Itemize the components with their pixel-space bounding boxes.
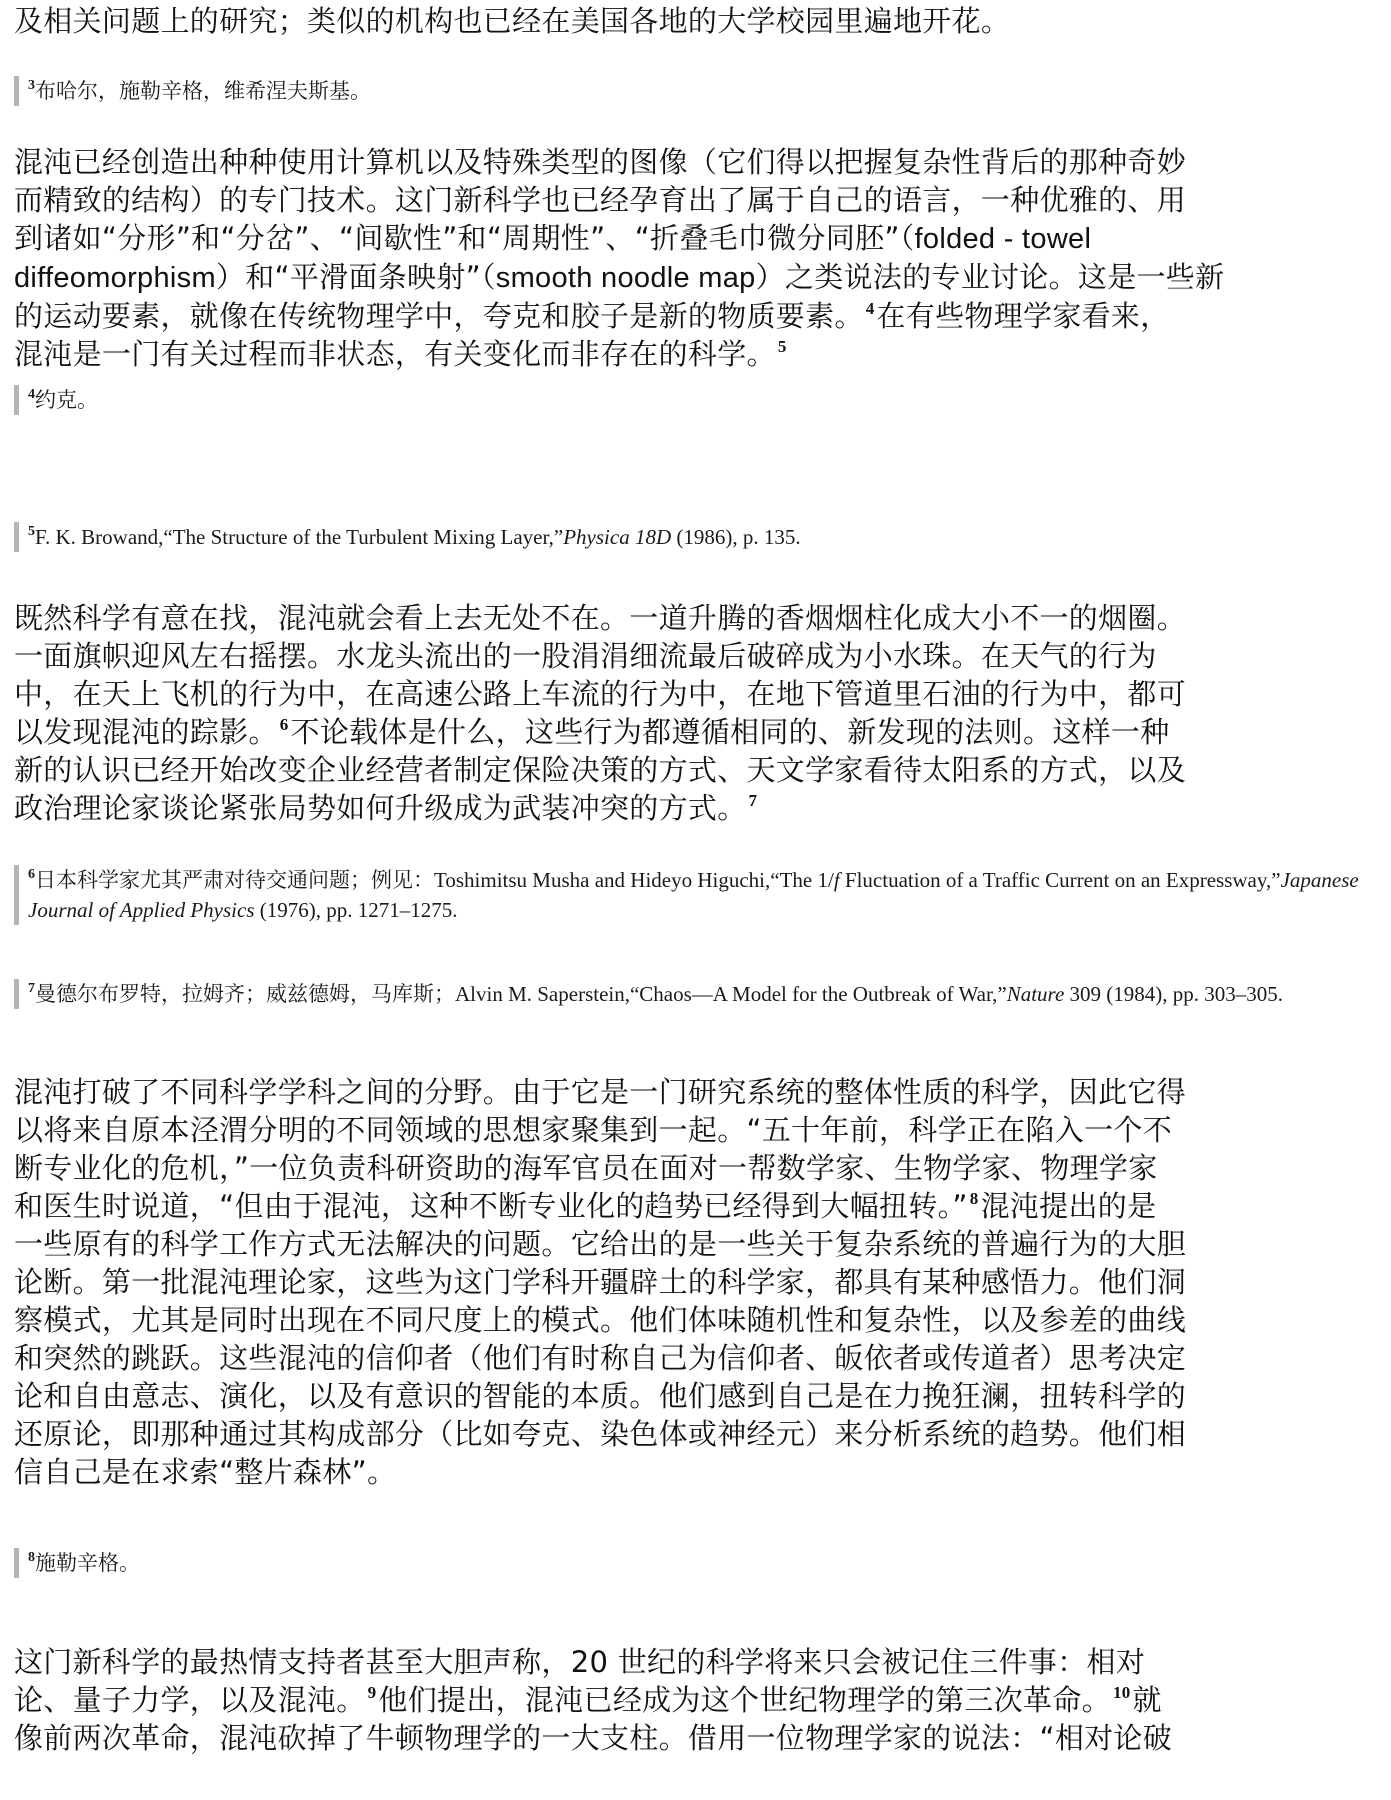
- footnote-text: (1986), p. 135.: [671, 525, 801, 549]
- text-line: 既然科学有意在找，混沌就会看上去无处不在。一道升腾的香烟烟柱化成大小不一的烟圈。: [14, 601, 1187, 635]
- footnote-ref[interactable]: 6: [279, 715, 289, 734]
- footnote-number: 5: [28, 524, 35, 539]
- text-span: ）和“平滑面条映射”（: [215, 260, 496, 294]
- text-line: 像前两次革命，混沌砍掉了牛顿物理学的一大支柱。借用一位物理学家的说法：“相对论破: [14, 1721, 1173, 1755]
- footnote-8: [14, 1548, 1368, 1578]
- footnote-ref[interactable]: 9: [367, 1683, 377, 1702]
- text-span: diffeomorphism: [14, 262, 216, 294]
- footnote-4: [14, 385, 1368, 415]
- text-line: 还原论，即那种通过其构成部分（比如夸克、染色体或神经元）来分析系统的趋势。他们相: [14, 1417, 1187, 1451]
- footnote-ref[interactable]: 4: [865, 299, 875, 318]
- text-span: 混沌提出的是: [980, 1189, 1157, 1223]
- paragraph: [14, 1073, 1386, 1491]
- text-line: [14, 297, 1386, 335]
- text-line: [14, 335, 1386, 373]
- footnote-ref[interactable]: 5: [777, 337, 787, 356]
- text-span: 就: [1132, 1683, 1162, 1717]
- text-line: [14, 1187, 1386, 1225]
- text-line: [14, 258, 1386, 297]
- footnote-ref[interactable]: 8: [969, 1189, 979, 1208]
- footnote-3: [14, 76, 1368, 106]
- footnote-text: 布哈尔，施勒辛格，维希涅夫斯基。: [35, 79, 371, 103]
- text-line: [14, 713, 1386, 751]
- text-line: 论和自由意志、演化，以及有意识的智能的本质。他们感到自己是在力挽狂澜，扭转科学的: [14, 1379, 1187, 1413]
- text-span: 的运动要素，就像在传统物理学中，夸克和胶子是新的物质要素。: [14, 299, 864, 333]
- text-line: [14, 789, 1386, 827]
- text-span: ）之类说法的专业讨论。这是一些新: [755, 260, 1225, 294]
- text-line: 信自己是在求索“整片森林”。: [14, 1455, 397, 1489]
- text-span: folded - towel: [914, 223, 1092, 255]
- footnote-ref[interactable]: 7: [748, 791, 758, 810]
- footnote-number: 3: [28, 78, 35, 93]
- journal-title: Japanese Journal of Applied Physics: [28, 868, 1359, 922]
- footnote-text: (1976), pp. 1271–1275.: [254, 898, 458, 922]
- footnote-7: [14, 979, 1338, 1009]
- footnote-text: 曼德尔布罗特，拉姆齐；威兹德姆，马库斯；Alvin M. Saperstein,“Chaos—A Model for the Outbreak of War,”: [35, 982, 1007, 1006]
- footnote-text: f: [833, 868, 840, 892]
- footnote-number: 8: [28, 1550, 35, 1565]
- text-span: 混沌是一门有关过程而非状态，有关变化而非存在的科学。: [14, 337, 776, 371]
- footnote-text: Fluctuation of a Traffic Current on an Expressway,”: [839, 868, 1281, 892]
- text-line: 混沌打破了不同科学学科之间的分野。由于它是一门研究系统的整体性质的科学，因此它得: [14, 1075, 1187, 1109]
- footnote-text: 约克。: [35, 388, 98, 412]
- text-span: 不论载体是什么，这些行为都遵循相同的、新发现的法则。这样一种: [290, 715, 1170, 749]
- text-line: 及相关问题上的研究；类似的机构也已经在美国各地的大学校园里遍地开花。: [14, 4, 1011, 38]
- journal-title: Physica 18D: [563, 525, 672, 549]
- text-line: 一面旗帜迎风左右摇摆。水龙头流出的一股涓涓细流最后破碎成为小水珠。在天气的行为: [14, 639, 1157, 673]
- footnote-ref[interactable]: 10: [1112, 1683, 1131, 1702]
- footnote-text: F. K. Browand,“The Structure of the Turbulent Mixing Layer,”: [35, 525, 564, 549]
- paragraph: [14, 143, 1386, 373]
- text-line: 而精致的结构）的专门技术。这门新科学也已经孕育出了属于自己的语言，一种优雅的、用: [14, 183, 1187, 217]
- text-span: 以发现混沌的踪影。: [14, 715, 278, 749]
- footnote-number: 4: [28, 387, 35, 402]
- text-line: 中，在天上飞机的行为中，在高速公路上车流的行为中，在地下管道里石油的行为中，都可: [14, 677, 1187, 711]
- text-line: 一些原有的科学工作方式无法解决的问题。它给出的是一些关于复杂系统的普遍行为的大胆: [14, 1227, 1187, 1261]
- paragraph: [14, 2, 1010, 40]
- footnote-text: 日本科学家尤其严肃对待交通问题；例见：Toshimitsu Musha and Hideyo Higuchi,“The 1/: [35, 868, 834, 892]
- paragraph: [14, 1643, 1386, 1757]
- text-line: 混沌已经创造出种种使用计算机以及特殊类型的图像（它们得以把握复杂性背后的那种奇妙: [14, 145, 1187, 179]
- footnote-number: 7: [28, 981, 35, 996]
- text-span: 在有些物理学家看来，: [876, 299, 1170, 333]
- text-span: 他们提出，混沌已经成为这个世纪物理学的第三次革命。: [378, 1683, 1111, 1717]
- footnote-number: 6: [28, 867, 35, 882]
- footnote-5: [14, 522, 1368, 552]
- footnote-text: 施勒辛格。: [35, 1551, 140, 1575]
- text-span: 到诸如“分形”和“分岔”、“间歇性”和“周期性”、“折叠毛巾微分同胚”（: [14, 221, 915, 255]
- paragraph: [14, 599, 1386, 827]
- text-line: 和突然的跳跃。这些混沌的信仰者（他们有时称自己为信仰者、皈依者或传道者）思考决定: [14, 1341, 1187, 1375]
- text-line: [14, 219, 1386, 258]
- journal-title: Nature: [1006, 982, 1065, 1006]
- text-line: 察模式，尤其是同时出现在不同尺度上的模式。他们体味随机性和复杂性，以及参差的曲线: [14, 1303, 1187, 1337]
- text-span: smooth noodle map: [495, 262, 756, 294]
- footnote-text: 309 (1984), pp. 303–305.: [1064, 982, 1284, 1006]
- text-line: 断专业化的危机，”一位负责科研资助的海军官员在面对一帮数学家、生物学家、物理学家: [14, 1151, 1158, 1185]
- text-span: 和医生时说道，“但由于混沌，这种不断专业化的趋势已经得到大幅扭转。”: [14, 1189, 968, 1223]
- footnote-6: [14, 865, 1378, 925]
- text-span: 论、量子力学，以及混沌。: [14, 1683, 366, 1717]
- text-line: [14, 1681, 1386, 1719]
- text-line: 这门新科学的最热情支持者甚至大胆声称，20 世纪的科学将来只会被记住三件事：相对: [14, 1645, 1146, 1679]
- text-span: 政治理论家谈论紧张局势如何升级成为武装冲突的方式。: [14, 791, 747, 825]
- text-line: 新的认识已经开始改变企业经营者制定保险决策的方式、天文学家看待太阳系的方式，以及: [14, 753, 1187, 787]
- text-line: 以将来自原本泾渭分明的不同领域的思想家聚集到一起。“五十年前，科学正在陷入一个不: [14, 1113, 1173, 1147]
- text-line: 论断。第一批混沌理论家，这些为这门学科开疆辟土的科学家，都具有某种感悟力。他们洞: [14, 1265, 1187, 1299]
